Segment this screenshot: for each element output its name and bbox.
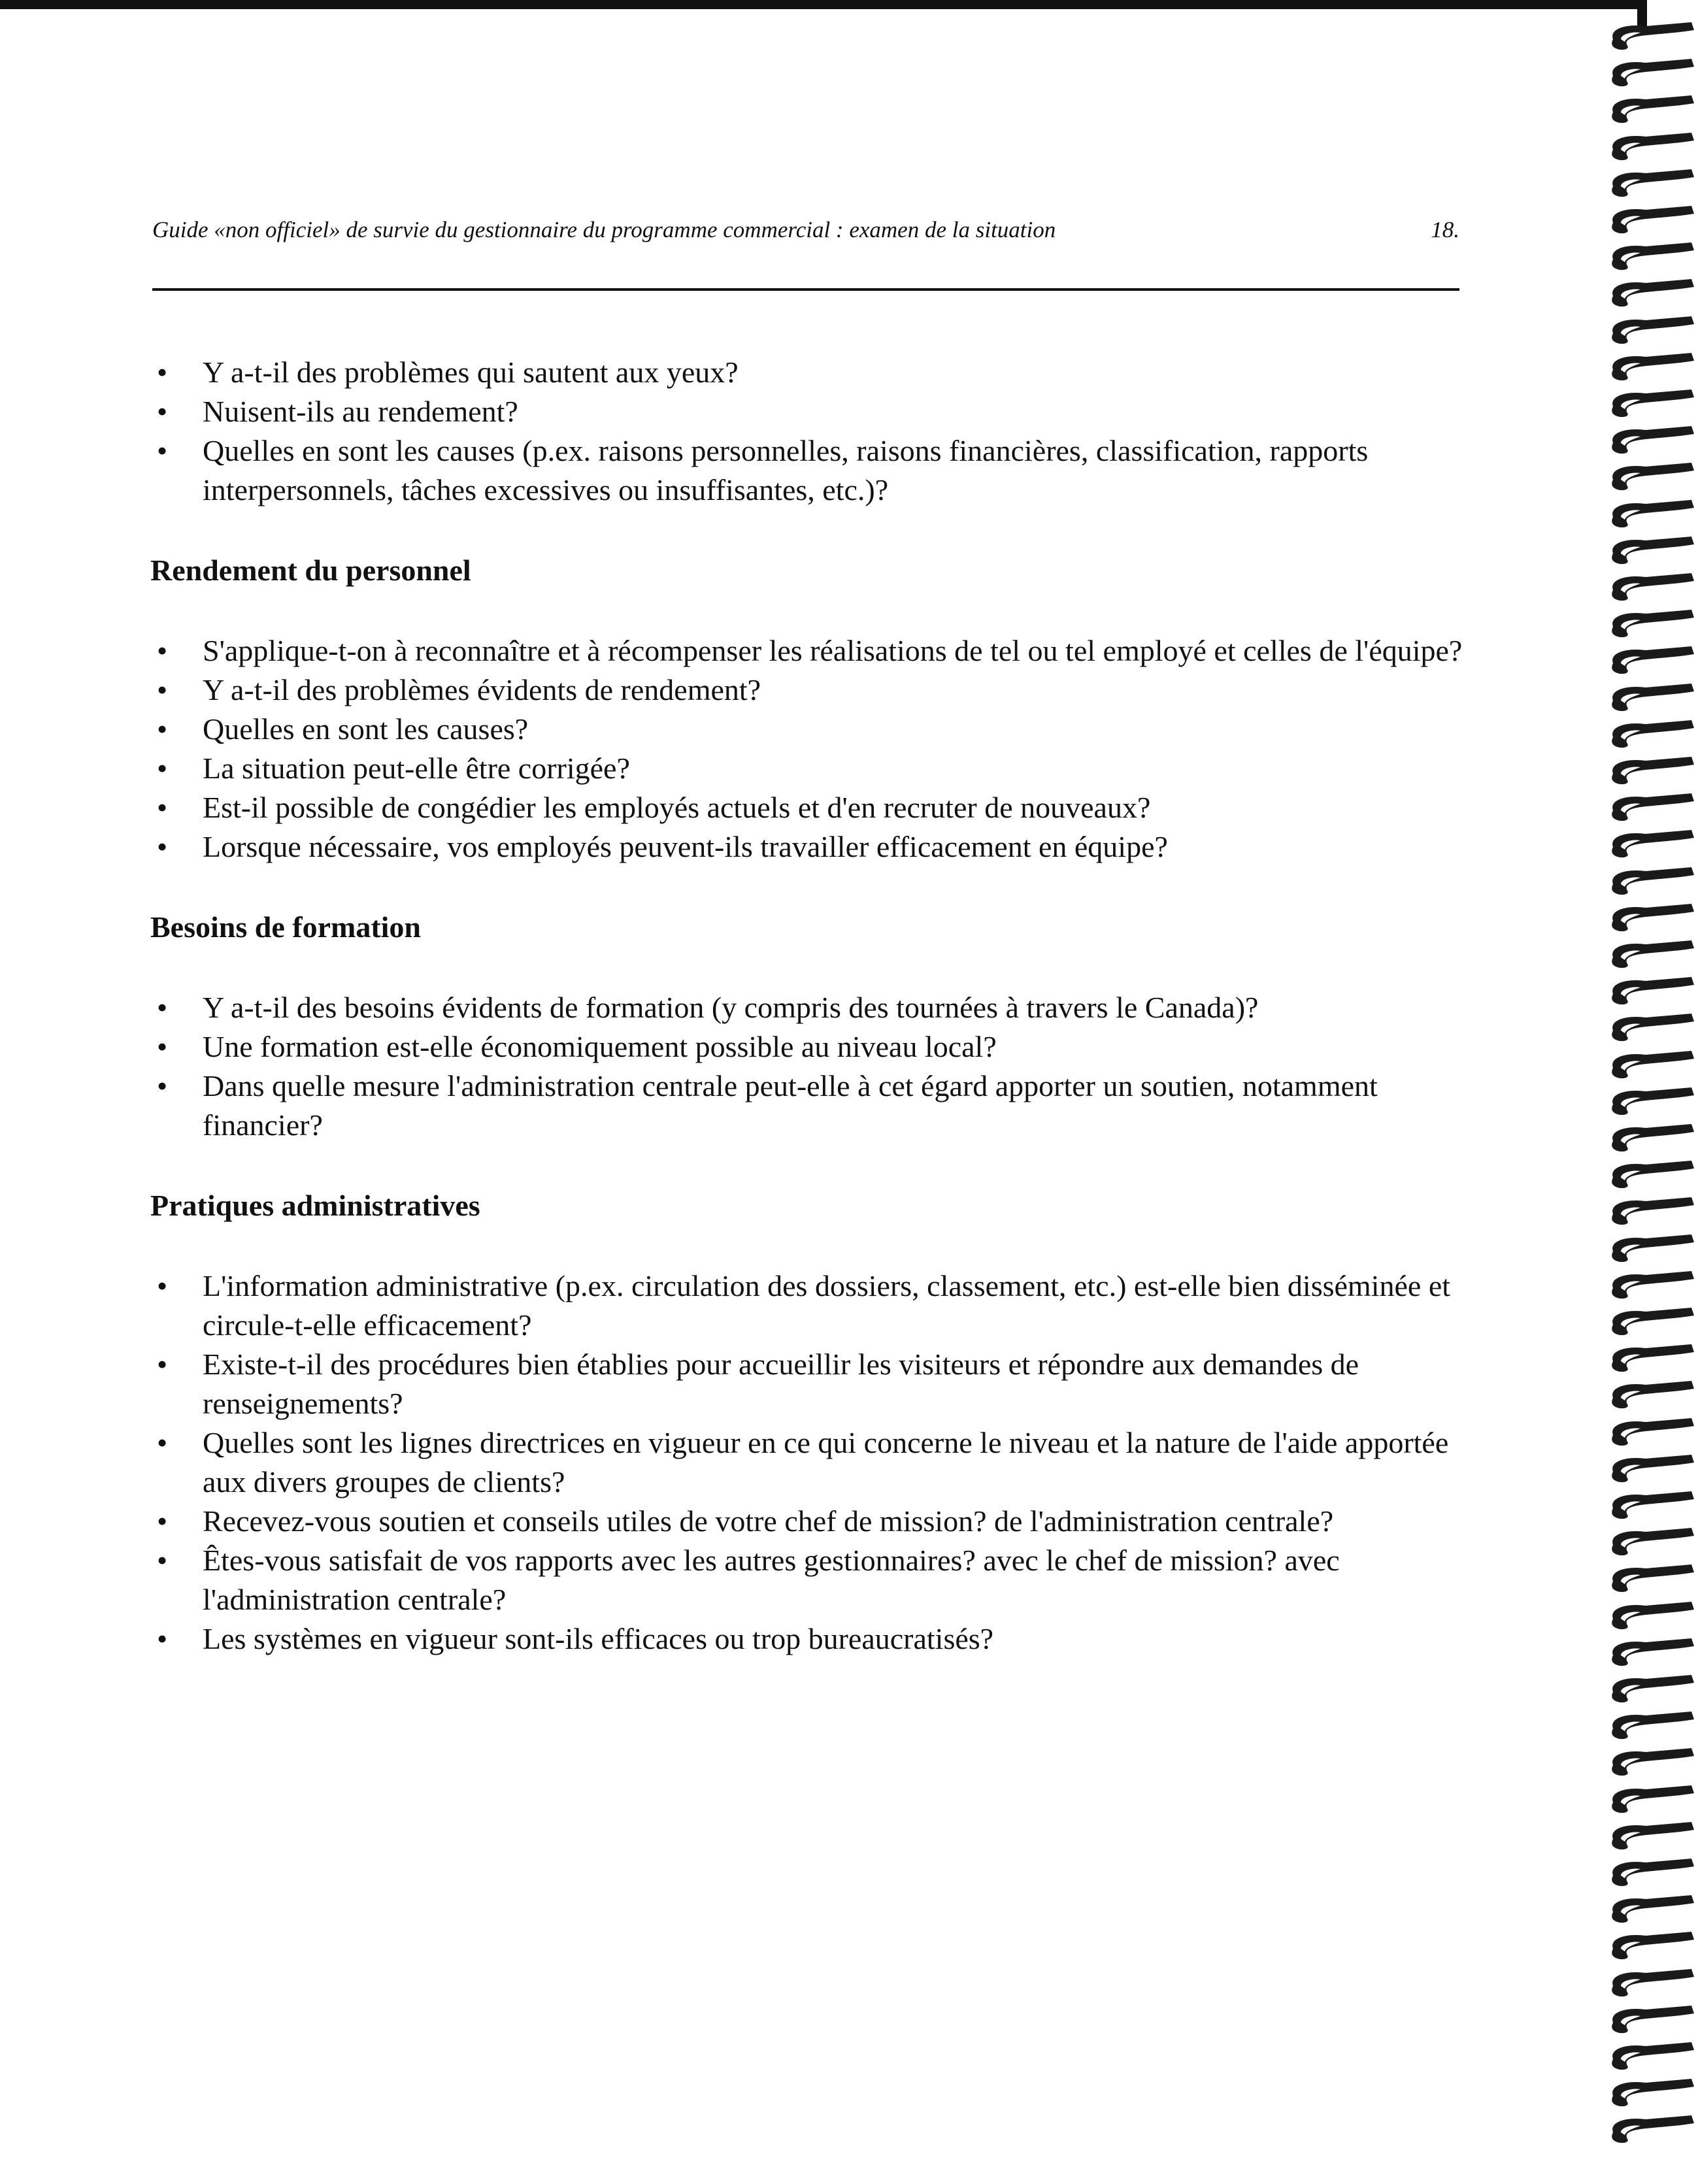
list-item (150, 431, 1471, 510)
list-item (150, 670, 1471, 710)
binding-coil-icon (1606, 2040, 1698, 2076)
list-item-text: Quelles en sont les causes (p.ex. raisons personnelles, raisons financières, classification, rapports interpersonnels, tâches excessives ou insuffisantes, etc.)? (203, 434, 1369, 506)
list-item (150, 1541, 1471, 1619)
binding-coil-icon (1606, 1085, 1698, 1121)
top-border (0, 0, 1647, 9)
bullet-icon: • (157, 1544, 168, 1577)
binding-coil-icon (1606, 20, 1698, 56)
bullet-icon: • (157, 752, 168, 785)
list-item-text: Nuisent-ils au rendement? (203, 395, 518, 428)
binding-coil-icon (1606, 2076, 1698, 2113)
list-item (150, 1027, 1471, 1067)
list-item-text: S'applique-t-on à reconnaître et à récompenser les réalisations de tel ou tel employé et celles de l'équipe? (203, 634, 1463, 667)
list-item (150, 1067, 1471, 1145)
bullet-icon: • (157, 434, 168, 467)
list-item-text: Quelles en sont les causes? (203, 712, 529, 746)
bullet-icon: • (157, 1622, 168, 1655)
binding-coil-icon (1606, 1562, 1698, 1598)
binding-coil-icon (1606, 423, 1698, 460)
list-item-text: Y a-t-il des problèmes qui sautent aux yeux? (203, 356, 739, 389)
rendement-bullet-list (150, 631, 1471, 867)
list-item-text: Recevez-vous soutien et conseils utiles de votre chef de mission? de l'administration centrale? (203, 1504, 1334, 1538)
binding-coil-icon (1606, 1929, 1698, 1966)
binding-coil-icon (1606, 1232, 1698, 1268)
binding-coil-icon (1606, 865, 1698, 901)
pratiques-bullet-list (150, 1266, 1471, 1659)
bullet-icon: • (157, 1069, 168, 1102)
binding-coil-icon (1606, 1158, 1698, 1195)
binding-coil-icon (1606, 1819, 1698, 1856)
binding-coil-icon (1606, 974, 1698, 1011)
binding-coil-icon (1606, 1525, 1698, 1562)
header-divider (152, 288, 1459, 291)
spiral-binding (1606, 20, 1698, 2184)
list-item (150, 631, 1471, 670)
running-header-title: Guide «non officiel» de survie du gestionnaire du programme commercial : examen de la situation (152, 217, 1056, 242)
list-item-text: Dans quelle mesure l'administration centrale peut-elle à cet égard apporter un soutien, notamment financier? (203, 1069, 1378, 1142)
binding-coil-icon (1606, 2003, 1698, 2040)
bullet-icon: • (157, 791, 168, 824)
list-item-text: Y a-t-il des problèmes évidents de rendement? (203, 673, 761, 706)
list-item-text: Une formation est-elle économiquement possible au niveau local? (203, 1030, 997, 1063)
list-item (150, 353, 1471, 392)
binding-coil-icon (1606, 350, 1698, 387)
binding-coil-icon (1606, 1893, 1698, 1929)
running-header (152, 210, 1459, 250)
list-item (150, 827, 1471, 867)
bullet-icon: • (157, 712, 168, 746)
binding-coil-icon (1606, 2113, 1698, 2149)
binding-coil-icon (1606, 534, 1698, 571)
binding-coil-icon (1606, 130, 1698, 167)
bullet-icon: • (157, 1348, 168, 1381)
list-item (150, 1423, 1471, 1502)
binding-coil-icon (1606, 1966, 1698, 2003)
formation-bullet-list (150, 988, 1471, 1145)
list-item-text: Y a-t-il des besoins évidents de formation (y compris des tournées à travers le Canada)? (203, 991, 1259, 1024)
bullet-icon: • (157, 395, 168, 428)
bullet-icon: • (157, 1504, 168, 1538)
binding-coil-icon (1606, 1783, 1698, 1819)
list-item-text: Est-il possible de congédier les employés actuels et d'en recruter de nouveaux? (203, 791, 1151, 824)
bullet-icon: • (157, 1030, 168, 1063)
binding-coil-icon (1606, 1378, 1698, 1415)
binding-coil-icon (1606, 644, 1698, 680)
binding-coil-icon (1606, 1489, 1698, 1525)
list-item (150, 1345, 1471, 1423)
binding-coil-icon (1606, 718, 1698, 754)
binding-coil-icon (1606, 276, 1698, 313)
binding-coil-icon (1606, 1305, 1698, 1342)
binding-coil-icon (1606, 1636, 1698, 1672)
binding-coil-icon (1606, 1746, 1698, 1782)
binding-coil-icon (1606, 314, 1698, 350)
bullet-icon: • (157, 991, 168, 1024)
binding-coil-icon (1606, 1048, 1698, 1085)
binding-coil-icon (1606, 167, 1698, 203)
binding-coil-icon (1606, 387, 1698, 423)
list-item (150, 788, 1471, 827)
binding-coil-icon (1606, 203, 1698, 240)
list-item-text: La situation peut-elle être corrigée? (203, 752, 630, 785)
binding-coil-icon (1606, 1121, 1698, 1158)
section-heading-formation: Besoins de formation (150, 910, 421, 944)
binding-coil-icon (1606, 497, 1698, 534)
binding-coil-icon (1606, 827, 1698, 864)
binding-coil-icon (1606, 240, 1698, 276)
binding-coil-icon (1606, 607, 1698, 644)
bullet-icon: • (157, 830, 168, 863)
list-item (150, 710, 1471, 749)
list-item-text: Les systèmes en vigueur sont-ils efficaces ou trop bureaucratisés? (203, 1622, 994, 1655)
binding-coil-icon (1606, 938, 1698, 974)
intro-bullet-list (150, 353, 1471, 510)
binding-coil-icon (1606, 754, 1698, 791)
binding-coil-icon (1606, 93, 1698, 129)
binding-coil-icon (1606, 1415, 1698, 1452)
list-item-text: L'information administrative (p.ex. circulation des dossiers, classement, etc.) est-elle bien disséminée et circule-t-elle efficacement? (203, 1269, 1451, 1342)
binding-coil-icon (1606, 1672, 1698, 1709)
bullet-icon: • (157, 1426, 168, 1459)
list-item-text: Existe-t-il des procédures bien établies pour accueillir les visiteurs et répondre aux demandes de renseignements? (203, 1348, 1359, 1420)
list-item-text: Quelles sont les lignes directrices en vigueur en ce qui concerne le niveau et la nature de l'aide apportée aux divers groupes de clients? (203, 1426, 1449, 1498)
binding-coil-icon (1606, 1268, 1698, 1305)
binding-coil-icon (1606, 1709, 1698, 1746)
binding-coil-icon (1606, 460, 1698, 497)
binding-coil-icon (1606, 571, 1698, 607)
page-number: 18. (1431, 217, 1459, 242)
list-item (150, 1502, 1471, 1541)
list-item (150, 749, 1471, 788)
binding-coil-icon (1606, 1856, 1698, 1893)
bullet-icon: • (157, 356, 168, 389)
binding-coil-icon (1606, 901, 1698, 938)
bullet-icon: • (157, 673, 168, 706)
binding-coil-icon (1606, 681, 1698, 718)
list-item-text: Lorsque nécessaire, vos employés peuvent-ils travailler efficacement en équipe? (203, 830, 1168, 863)
binding-coil-icon (1606, 791, 1698, 827)
section-heading-rendement: Rendement du personnel (150, 554, 471, 587)
binding-coil-icon (1606, 1452, 1698, 1489)
binding-coil-icon (1606, 1599, 1698, 1636)
binding-coil-icon (1606, 56, 1698, 93)
binding-coil-icon (1606, 1011, 1698, 1048)
bullet-icon: • (157, 634, 168, 667)
binding-coil-icon (1606, 1195, 1698, 1231)
list-item-text: Êtes-vous satisfait de vos rapports avec les autres gestionnaires? avec le chef de mission? avec l'administration centrale? (203, 1544, 1340, 1616)
section-heading-pratiques: Pratiques administratives (150, 1189, 480, 1222)
list-item (150, 1619, 1471, 1659)
page-content (150, 353, 1471, 1659)
list-item (150, 392, 1471, 431)
list-item (150, 988, 1471, 1027)
bullet-icon: • (157, 1269, 168, 1302)
list-item (150, 1266, 1471, 1345)
binding-coil-icon (1606, 1342, 1698, 1378)
